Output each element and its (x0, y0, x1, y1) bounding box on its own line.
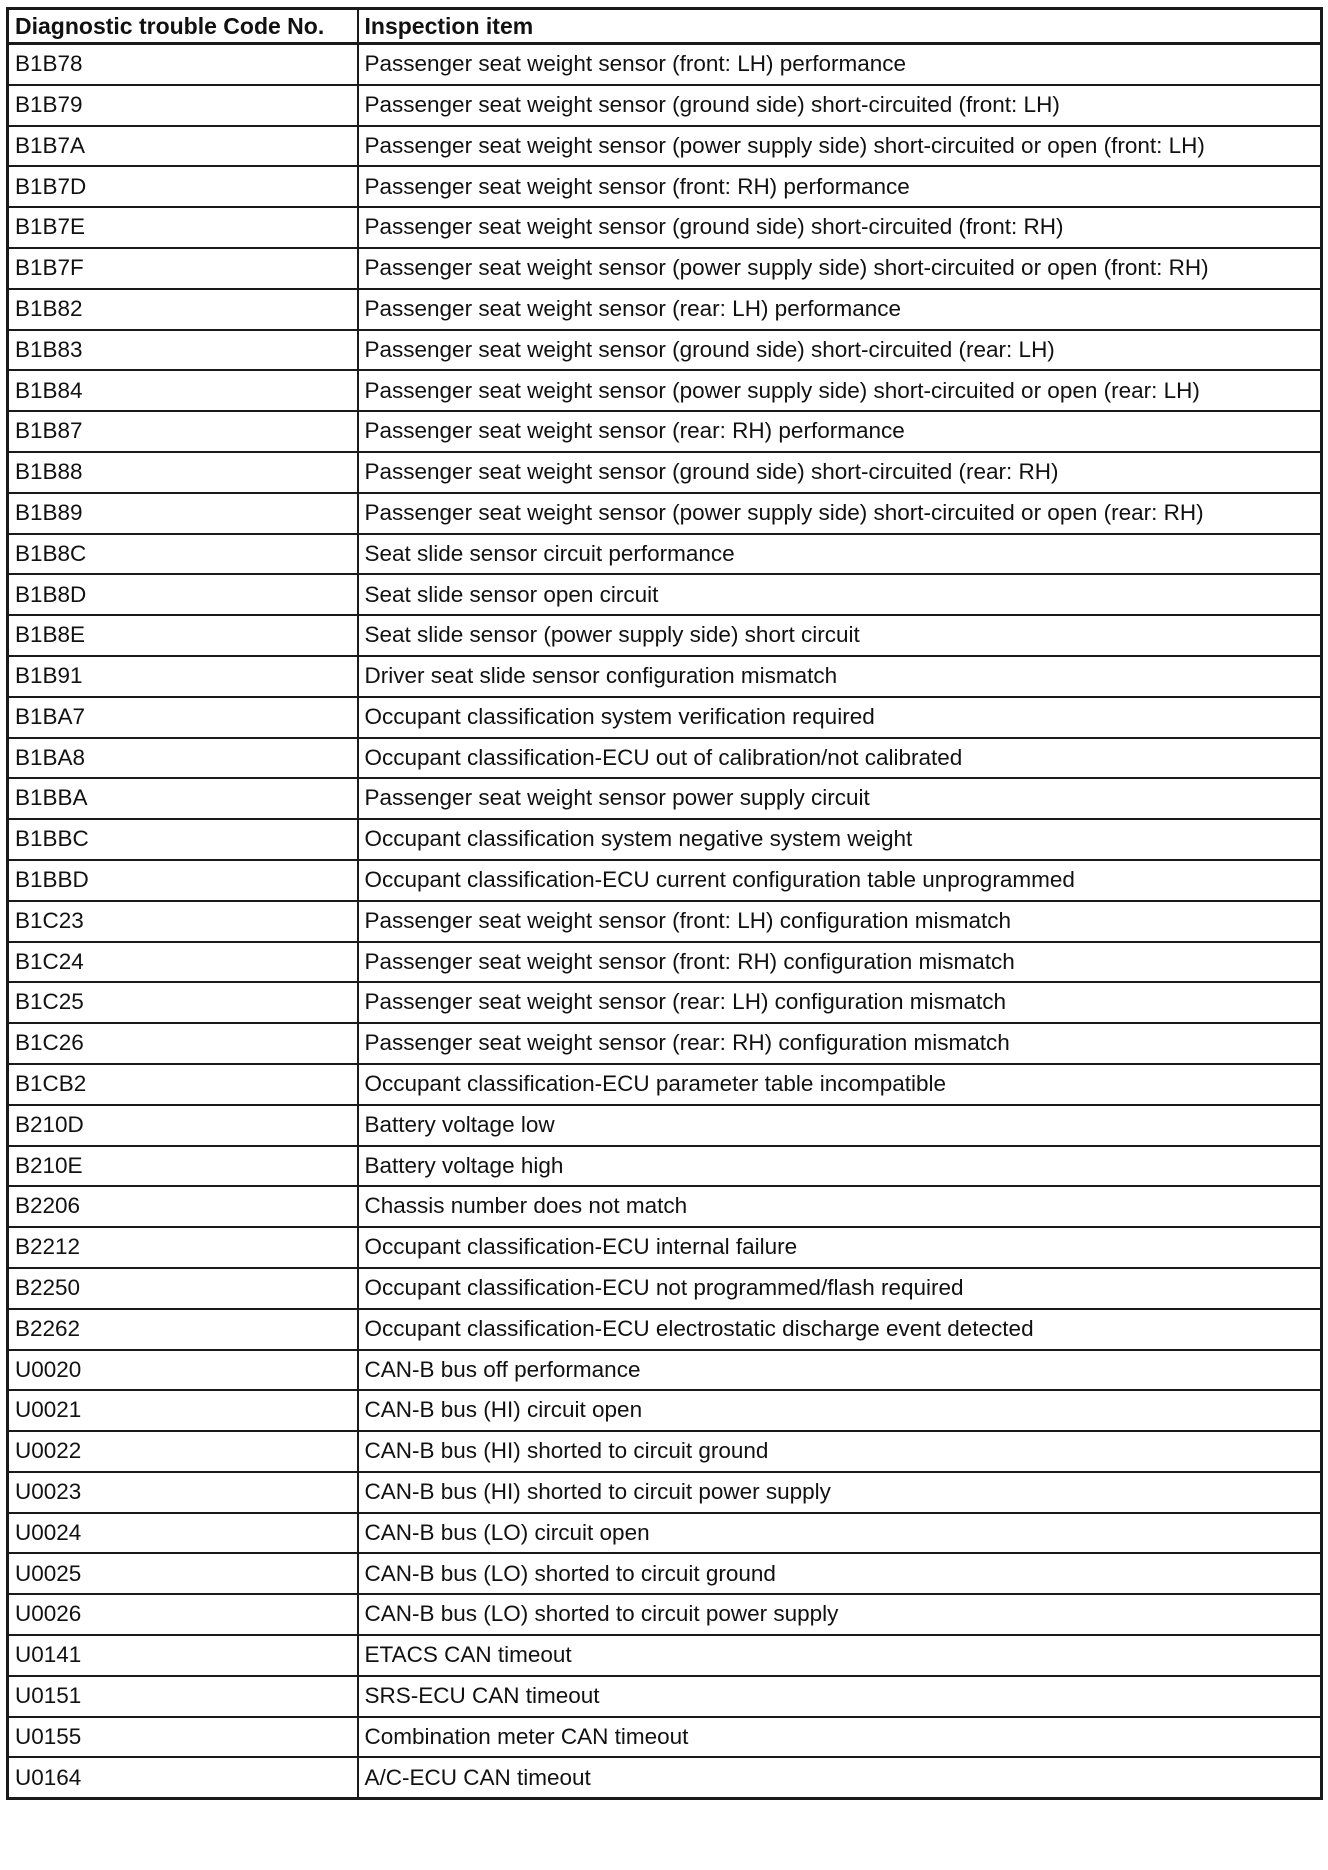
inspection-item-cell: Occupant classification-ECU internal failure (358, 1227, 1322, 1268)
dtc-code-cell: B1C23 (8, 901, 358, 942)
dtc-code-cell: B210E (8, 1146, 358, 1187)
inspection-item-cell: Passenger seat weight sensor (front: LH) performance (358, 44, 1322, 85)
inspection-item-cell: Passenger seat weight sensor (front: LH) configuration mismatch (358, 901, 1322, 942)
table-row (8, 1227, 1322, 1268)
dtc-code-cell: B1B7D (8, 166, 358, 207)
inspection-item-cell: Occupant classification-ECU current configuration table unprogrammed (358, 860, 1322, 901)
table-row (8, 656, 1322, 697)
table-row (8, 248, 1322, 289)
dtc-code-cell: U0164 (8, 1757, 358, 1798)
table-row (8, 1635, 1322, 1676)
dtc-code-cell: B1B84 (8, 370, 358, 411)
table-row (8, 289, 1322, 330)
table-row (8, 942, 1322, 983)
table-row (8, 493, 1322, 534)
inspection-item-cell: Passenger seat weight sensor (rear: LH) performance (358, 289, 1322, 330)
table-row (8, 1676, 1322, 1717)
dtc-table (6, 7, 1323, 1800)
dtc-code-cell: B2206 (8, 1186, 358, 1227)
inspection-item-cell: Passenger seat weight sensor (rear: RH) configuration mismatch (358, 1023, 1322, 1064)
inspection-item-cell: CAN-B bus (HI) circuit open (358, 1390, 1322, 1431)
dtc-code-cell: B1BBC (8, 819, 358, 860)
table-row (8, 44, 1322, 85)
inspection-item-cell: Passenger seat weight sensor (power supply side) short-circuited or open (front: RH) (358, 248, 1322, 289)
inspection-item-cell: Passenger seat weight sensor power supply circuit (358, 778, 1322, 819)
dtc-code-cell: U0141 (8, 1635, 358, 1676)
table-row (8, 1186, 1322, 1227)
dtc-code-cell: B1BBA (8, 778, 358, 819)
table-row (8, 126, 1322, 167)
table-row (8, 166, 1322, 207)
dtc-code-cell: B2212 (8, 1227, 358, 1268)
dtc-code-cell: B1B8D (8, 574, 358, 615)
inspection-item-cell: Occupant classification-ECU not programmed/flash required (358, 1268, 1322, 1309)
inspection-item-cell: CAN-B bus off performance (358, 1350, 1322, 1391)
dtc-code-cell: B1BA7 (8, 697, 358, 738)
table-row (8, 1553, 1322, 1594)
inspection-item-cell: Occupant classification-ECU parameter table incompatible (358, 1064, 1322, 1105)
dtc-code-cell: B210D (8, 1105, 358, 1146)
table-row (8, 1594, 1322, 1635)
inspection-item-cell: Occupant classification-ECU electrostatic discharge event detected (358, 1309, 1322, 1350)
dtc-code-cell: U0151 (8, 1676, 358, 1717)
dtc-code-cell: B1B89 (8, 493, 358, 534)
inspection-item-cell: Passenger seat weight sensor (power supply side) short-circuited or open (rear: LH) (358, 370, 1322, 411)
dtc-code-cell: U0021 (8, 1390, 358, 1431)
table-row (8, 1757, 1322, 1798)
inspection-item-cell: Seat slide sensor (power supply side) short circuit (358, 615, 1322, 656)
inspection-item-cell: Occupant classification system negative system weight (358, 819, 1322, 860)
table-row (8, 1390, 1322, 1431)
table-row (8, 1717, 1322, 1758)
dtc-code-cell: B1B87 (8, 411, 358, 452)
dtc-code-cell: U0022 (8, 1431, 358, 1472)
inspection-item-cell: CAN-B bus (HI) shorted to circuit ground (358, 1431, 1322, 1472)
inspection-item-cell: CAN-B bus (LO) shorted to circuit power supply (358, 1594, 1322, 1635)
dtc-code-cell: B1B83 (8, 330, 358, 371)
table-row (8, 1146, 1322, 1187)
dtc-code-cell: B1C24 (8, 942, 358, 983)
dtc-code-cell: B1B91 (8, 656, 358, 697)
dtc-code-cell: B1B82 (8, 289, 358, 330)
table-row (8, 1472, 1322, 1513)
inspection-item-cell: Occupant classification system verification required (358, 697, 1322, 738)
dtc-code-cell: B1B7E (8, 207, 358, 248)
table-header (8, 9, 1322, 44)
dtc-code-cell: B1B7A (8, 126, 358, 167)
inspection-item-cell: Battery voltage high (358, 1146, 1322, 1187)
header-code: Diagnostic trouble Code No. (8, 9, 358, 44)
table-row (8, 574, 1322, 615)
dtc-code-cell: U0020 (8, 1350, 358, 1391)
inspection-item-cell: Driver seat slide sensor configuration mismatch (358, 656, 1322, 697)
table-row (8, 860, 1322, 901)
inspection-item-cell: CAN-B bus (HI) shorted to circuit power supply (358, 1472, 1322, 1513)
inspection-item-cell: Seat slide sensor open circuit (358, 574, 1322, 615)
table-row (8, 1105, 1322, 1146)
inspection-item-cell: Combination meter CAN timeout (358, 1717, 1322, 1758)
inspection-item-cell: Seat slide sensor circuit performance (358, 534, 1322, 575)
table-row (8, 1513, 1322, 1554)
dtc-code-cell: B1B7F (8, 248, 358, 289)
inspection-item-cell: CAN-B bus (LO) circuit open (358, 1513, 1322, 1554)
inspection-item-cell: Occupant classification-ECU out of calibration/not calibrated (358, 738, 1322, 779)
dtc-code-cell: B2250 (8, 1268, 358, 1309)
inspection-item-cell: Passenger seat weight sensor (front: RH) performance (358, 166, 1322, 207)
table-row (8, 778, 1322, 819)
dtc-code-cell: B1B78 (8, 44, 358, 85)
dtc-code-cell: B1BBD (8, 860, 358, 901)
inspection-item-cell: Battery voltage low (358, 1105, 1322, 1146)
header-inspection-item: Inspection item (358, 9, 1322, 44)
inspection-item-cell: A/C-ECU CAN timeout (358, 1757, 1322, 1798)
table-row (8, 1023, 1322, 1064)
inspection-item-cell: Passenger seat weight sensor (power supply side) short-circuited or open (rear: RH) (358, 493, 1322, 534)
table-row (8, 330, 1322, 371)
table-row (8, 534, 1322, 575)
table-row (8, 1268, 1322, 1309)
dtc-code-cell: B1B8E (8, 615, 358, 656)
dtc-code-cell: U0024 (8, 1513, 358, 1554)
table-row (8, 819, 1322, 860)
dtc-code-cell: B1C26 (8, 1023, 358, 1064)
table-row (8, 85, 1322, 126)
table-body (8, 44, 1322, 1799)
dtc-code-cell: B1B79 (8, 85, 358, 126)
table-row (8, 901, 1322, 942)
inspection-item-cell: Passenger seat weight sensor (ground side) short-circuited (rear: RH) (358, 452, 1322, 493)
inspection-item-cell: ETACS CAN timeout (358, 1635, 1322, 1676)
dtc-code-cell: B1BA8 (8, 738, 358, 779)
dtc-code-cell: B1B88 (8, 452, 358, 493)
dtc-code-cell: U0155 (8, 1717, 358, 1758)
inspection-item-cell: Passenger seat weight sensor (power supply side) short-circuited or open (front: LH) (358, 126, 1322, 167)
table-row (8, 697, 1322, 738)
table-row (8, 1350, 1322, 1391)
inspection-item-cell: Passenger seat weight sensor (rear: RH) performance (358, 411, 1322, 452)
table-row (8, 452, 1322, 493)
inspection-item-cell: Passenger seat weight sensor (rear: LH) configuration mismatch (358, 982, 1322, 1023)
table-row (8, 615, 1322, 656)
inspection-item-cell: SRS-ECU CAN timeout (358, 1676, 1322, 1717)
inspection-item-cell: CAN-B bus (LO) shorted to circuit ground (358, 1553, 1322, 1594)
table-row (8, 1064, 1322, 1105)
table-row (8, 1431, 1322, 1472)
inspection-item-cell: Chassis number does not match (358, 1186, 1322, 1227)
inspection-item-cell: Passenger seat weight sensor (ground side) short-circuited (front: RH) (358, 207, 1322, 248)
header-row (8, 9, 1322, 44)
table-row (8, 982, 1322, 1023)
inspection-item-cell: Passenger seat weight sensor (ground side) short-circuited (front: LH) (358, 85, 1322, 126)
table-row (8, 738, 1322, 779)
table-row (8, 411, 1322, 452)
table-row (8, 207, 1322, 248)
dtc-code-cell: U0026 (8, 1594, 358, 1635)
dtc-code-cell: B1CB2 (8, 1064, 358, 1105)
dtc-code-cell: B1B8C (8, 534, 358, 575)
dtc-code-cell: B2262 (8, 1309, 358, 1350)
table-row (8, 370, 1322, 411)
inspection-item-cell: Passenger seat weight sensor (front: RH) configuration mismatch (358, 942, 1322, 983)
inspection-item-cell: Passenger seat weight sensor (ground side) short-circuited (rear: LH) (358, 330, 1322, 371)
dtc-code-cell: U0025 (8, 1553, 358, 1594)
dtc-code-cell: U0023 (8, 1472, 358, 1513)
table-row (8, 1309, 1322, 1350)
dtc-code-cell: B1C25 (8, 982, 358, 1023)
